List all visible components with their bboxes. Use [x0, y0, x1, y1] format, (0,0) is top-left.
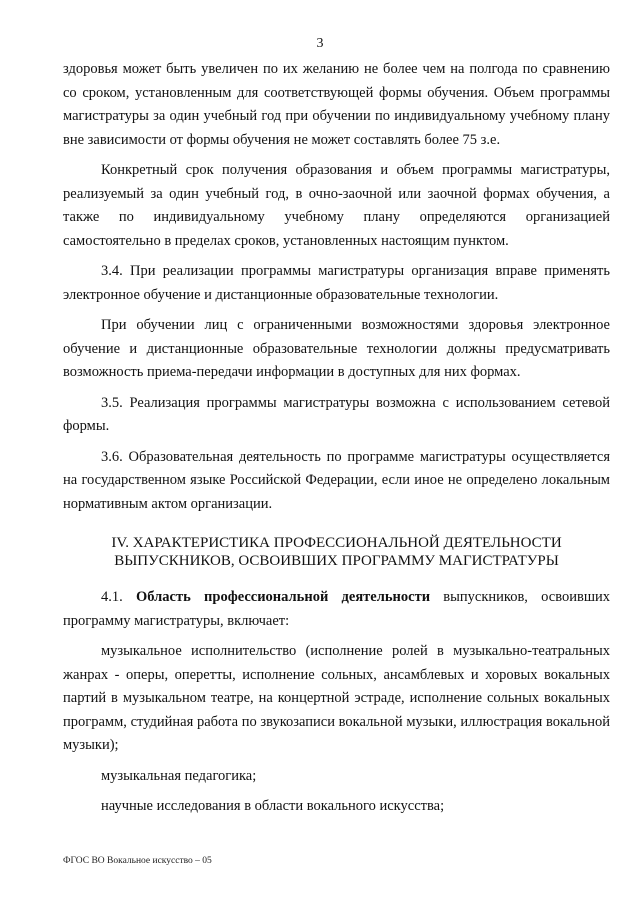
page-footer: ФГОС ВО Вокальное искусство – 05 [63, 856, 212, 866]
clause-number: 4.1. [101, 589, 136, 605]
heading-line: IV. ХАРАКТЕРИСТИКА ПРОФЕССИОНАЛЬНОЙ ДЕЯТЕЛЬНОСТИ [111, 535, 562, 551]
heading-line: ВЫПУСКНИКОВ, ОСВОИВШИХ ПРОГРАММУ МАГИСТРАТУРЫ [114, 553, 559, 569]
paragraph: 3.5. Реализация программы магистратуры возможна с использованием сетевой формы. [63, 394, 610, 434]
clause-text: выпускников, освоивших программу магистратуры, включает: [63, 589, 610, 629]
bold-term: Область профессиональной деятельности [136, 589, 431, 605]
paragraph: 3.4. При реализации программы магистратуры организация вправе применять электронное обучение и дистанционные образовательные технологии. [63, 263, 610, 303]
paragraph: При обучении лиц с ограниченными возможностями здоровья электронное обучение и дистанционные образовательные технологии должны предусматривать возможность приема-передачи информации в доступных для них формах. [63, 317, 610, 380]
paragraph: 3.6. Образовательная деятельность по программе магистратуры осуществляется на государственном языке Российской Федерации, если иное не определено локальным нормативным актом организации. [63, 448, 610, 512]
paragraph: здоровья может быть увеличен по их желанию не более чем на полгода по сравнению со сроком, установленным для соответствующей формы обучения. Объем программы магистратуры за один учебный год при обучении по индивидуальному учебному плану вне зависимости от формы обучения не может составлять более 75 з.е. [63, 61, 610, 148]
paragraph-4-1 [63, 586, 610, 633]
page-number: 3 [316, 36, 324, 51]
list-item: научные исследования в области вокального искусства; [101, 798, 445, 814]
list-item: музыкальное исполнительство (исполнение ролей в музыкально-театральных жанрах - оперы, оперетты, исполнение сольных, ансамблевых и хоровых вокальных партий в музыкальном театре, на концертной эстраде, исполнение сольных вокальных программ, студийная работа по звукозаписи вокальной музыки, иллюстрация вокальной музыки); [63, 643, 610, 753]
section-heading [63, 534, 610, 570]
list-item: музыкальная педагогика; [101, 767, 257, 784]
paragraph: Конкретный срок получения образования и объем программы магистратуры, реализуемый за один учебный год, в очно-заочной или заочной формах обучения, а также по индивидуальному учебному плану определяются организацией самостоятельно в пределах сроков, установленных настоящим пунктом. [63, 162, 610, 249]
document-body [63, 58, 610, 826]
